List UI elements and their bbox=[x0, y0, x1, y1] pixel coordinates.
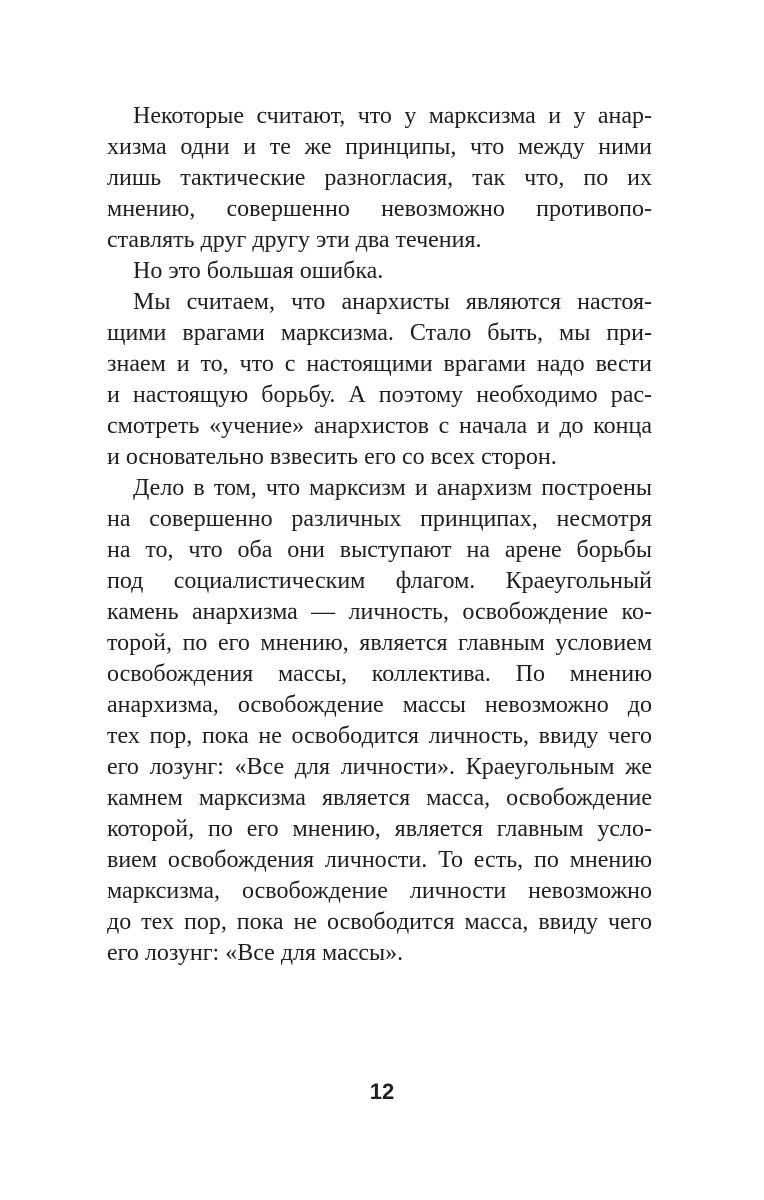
body-text bbox=[107, 101, 652, 969]
text-line: торой, по его мнению, является главным условием bbox=[107, 630, 652, 656]
text-line: щими врагами марксизма. Стало быть, мы при- bbox=[107, 320, 652, 346]
text-line: Некоторые считают, что у марксизма и у анар- bbox=[133, 103, 652, 129]
text-line: до тех пор, пока не освободится масса, ввиду чего bbox=[107, 909, 652, 935]
text-line: камнем марксизма является масса, освобождение bbox=[107, 785, 652, 811]
text-line: и настоящую борьбу. А поэтому необходимо рас- bbox=[107, 382, 652, 408]
text-line: освобождения массы, коллектива. По мнению bbox=[107, 661, 652, 687]
text-line: лишь тактические разногласия, так что, по их bbox=[107, 165, 652, 191]
text-line: тех пор, пока не освободится личность, ввиду чего bbox=[107, 723, 652, 749]
text-line: знаем и то, что с настоящими врагами надо вести bbox=[107, 351, 652, 377]
text-line: под социалистическим флагом. Краеугольный bbox=[107, 568, 652, 594]
text-line: на совершенно различных принципах, несмотря bbox=[107, 506, 652, 532]
text-line: и основательно взвесить его со всех сторон. bbox=[107, 444, 557, 470]
text-line: ставлять друг другу эти два течения. bbox=[107, 227, 482, 253]
paragraph-1 bbox=[107, 101, 652, 256]
text-line: вием освобождения личности. То есть, по мнению bbox=[107, 847, 652, 873]
text-line: его лозунг: «Все для личности». Краеугольным же bbox=[107, 754, 652, 780]
text-line: хизма одни и те же принципы, что между ними bbox=[107, 134, 652, 160]
text-line: Но это большая ошибка. bbox=[133, 258, 384, 284]
text-line: камень анархизма — личность, освобождение ко- bbox=[107, 599, 652, 625]
page-number: 12 bbox=[369, 1079, 395, 1104]
text-line: Мы считаем, что анархисты являются настоя- bbox=[133, 289, 652, 315]
text-line: его лозунг: «Все для массы». bbox=[107, 940, 404, 966]
text-line: на то, что оба они выступают на арене борьбы bbox=[107, 537, 652, 563]
text-line: смотреть «учение» анархистов с начала и до конца bbox=[107, 413, 652, 439]
text-line: мнению, совершенно невозможно противопо- bbox=[107, 196, 652, 222]
text-line: Дело в том, что марксизм и анархизм построены bbox=[133, 475, 652, 501]
text-line: которой, по его мнению, является главным усло- bbox=[107, 816, 652, 842]
paragraph-4 bbox=[107, 473, 652, 969]
paragraph-3 bbox=[107, 287, 652, 473]
text-line: анархизма, освобождение массы невозможно до bbox=[107, 692, 652, 718]
text-line: марксизма, освобождение личности невозможно bbox=[107, 878, 652, 904]
paragraph-2 bbox=[107, 256, 652, 287]
